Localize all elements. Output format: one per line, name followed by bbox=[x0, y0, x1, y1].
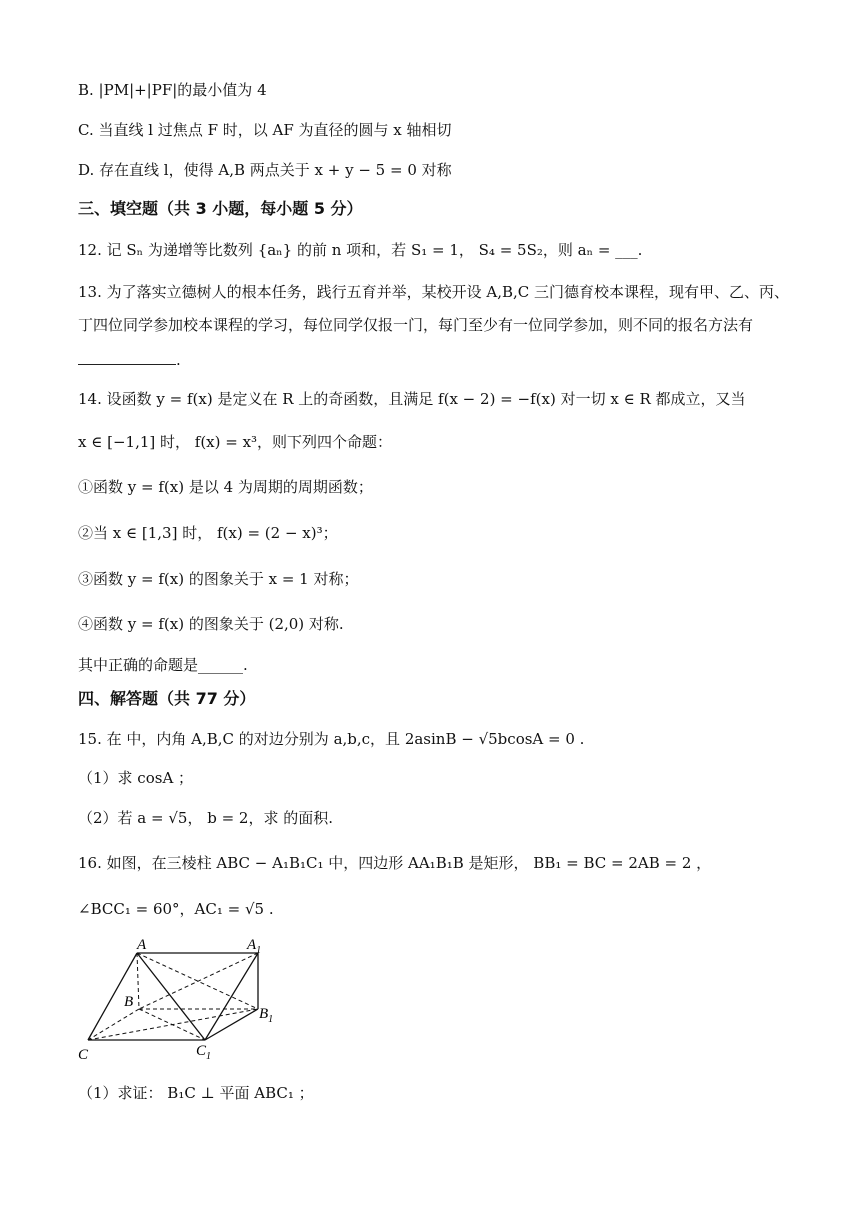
q15-stem: 15. 在 中，内角 A,B,C 的对边分别为 a,b,c，且 2asinB − √5bcosA = 0 . bbox=[78, 730, 585, 748]
q14-prop2: ②当 x ∈ [1,3] 时， f(x) = (2 − x)³； bbox=[78, 524, 338, 542]
q15-part1: （1）求 cosA ； bbox=[78, 769, 194, 787]
edge-B-C1 bbox=[139, 1009, 205, 1040]
edge-A-C bbox=[88, 953, 137, 1040]
section3-title: 三、填空题（共 3 小题，每小题 5 分） bbox=[78, 199, 363, 218]
label-A1-letter: A bbox=[247, 937, 257, 953]
q16-line1: 16. 如图，在三棱柱 ABC − A₁B₁C₁ 中，四边形 AA₁B₁B 是矩形， BB₁ = BC = 2AB = 2 ， bbox=[78, 854, 712, 872]
q14-line1: 14. 设函数 y = f(x) 是定义在 R 上的奇函数，且满足 f(x − 2) = −f(x) 对一切 x ∈ R 都成立，又当 bbox=[78, 390, 746, 408]
edge-A-B bbox=[137, 953, 139, 1009]
q14-answer: 其中正确的命题是______. bbox=[78, 656, 248, 674]
edge-A-C1 bbox=[137, 953, 205, 1040]
edge-A1-C1 bbox=[205, 953, 258, 1040]
q13-line1: 13. 为了落实立德树人的根本任务，践行五育并举，某校开设 A,B,C 三门德育校本课程，现有甲、乙、丙、 bbox=[78, 283, 790, 301]
option-c: C. 当直线 l 过焦点 F 时，以 AF 为直径的圆与 x 轴相切 bbox=[78, 121, 452, 139]
label-B1-sub: 1 bbox=[268, 1014, 274, 1025]
label-A: A bbox=[137, 937, 147, 953]
q16-line2: ∠BCC₁ = 60°，AC₁ = √5 . bbox=[78, 900, 274, 918]
q16-part1: （1）求证： B₁C ⊥ 平面 ABC₁ ； bbox=[78, 1084, 314, 1102]
label-B1-letter: B bbox=[259, 1006, 269, 1022]
label-A1-sub: 1 bbox=[256, 945, 262, 956]
option-d: D. 存在直线 l，使得 A,B 两点关于 x + y − 5 = 0 对称 bbox=[78, 161, 452, 179]
q13-period: . bbox=[176, 351, 181, 369]
label-C: C bbox=[78, 1047, 89, 1063]
q13-answer-blank bbox=[78, 350, 176, 365]
label-A1 bbox=[246, 937, 261, 956]
q13-line2: 丁四位同学参加校本课程的学习，每位同学仅报一门，每门至少有一位同学参加，则不同的报名方法有 bbox=[78, 316, 754, 334]
label-C1-letter: C bbox=[196, 1043, 207, 1059]
section4-title: 四、解答题（共 77 分） bbox=[78, 689, 256, 708]
q15-part2: （2）若 a = √5， b = 2，求 的面积. bbox=[78, 809, 334, 827]
label-C1-sub: 1 bbox=[206, 1051, 212, 1062]
label-B: B bbox=[124, 994, 134, 1010]
q14-prop3: ③函数 y = f(x) 的图象关于 x = 1 对称； bbox=[78, 570, 359, 588]
edge-A1-B bbox=[139, 953, 258, 1009]
edge-A-B1 bbox=[137, 953, 258, 1009]
q12-text: 12. 记 Sₙ 为递增等比数列 {aₙ} 的前 n 项和，若 S₁ = 1， S₄ = 5S₂，则 aₙ = ___. bbox=[78, 241, 643, 259]
edge-C-B1 bbox=[88, 1009, 258, 1040]
edge-C1-B1 bbox=[205, 1009, 258, 1040]
label-C1 bbox=[196, 1043, 211, 1062]
edge-B-C bbox=[88, 1009, 139, 1040]
option-b: B. |PM|+|PF|的最小值为 4 bbox=[78, 81, 267, 99]
q13-line3 bbox=[78, 350, 181, 370]
q14-prop4: ④函数 y = f(x) 的图象关于 (2,0) 对称. bbox=[78, 615, 344, 633]
label-B1 bbox=[259, 1006, 273, 1025]
q14-prop1: ①函数 y = f(x) 是以 4 为周期的周期函数； bbox=[78, 478, 373, 496]
q14-line2: x ∈ [−1,1] 时， f(x) = x³，则下列四个命题： bbox=[78, 433, 393, 451]
